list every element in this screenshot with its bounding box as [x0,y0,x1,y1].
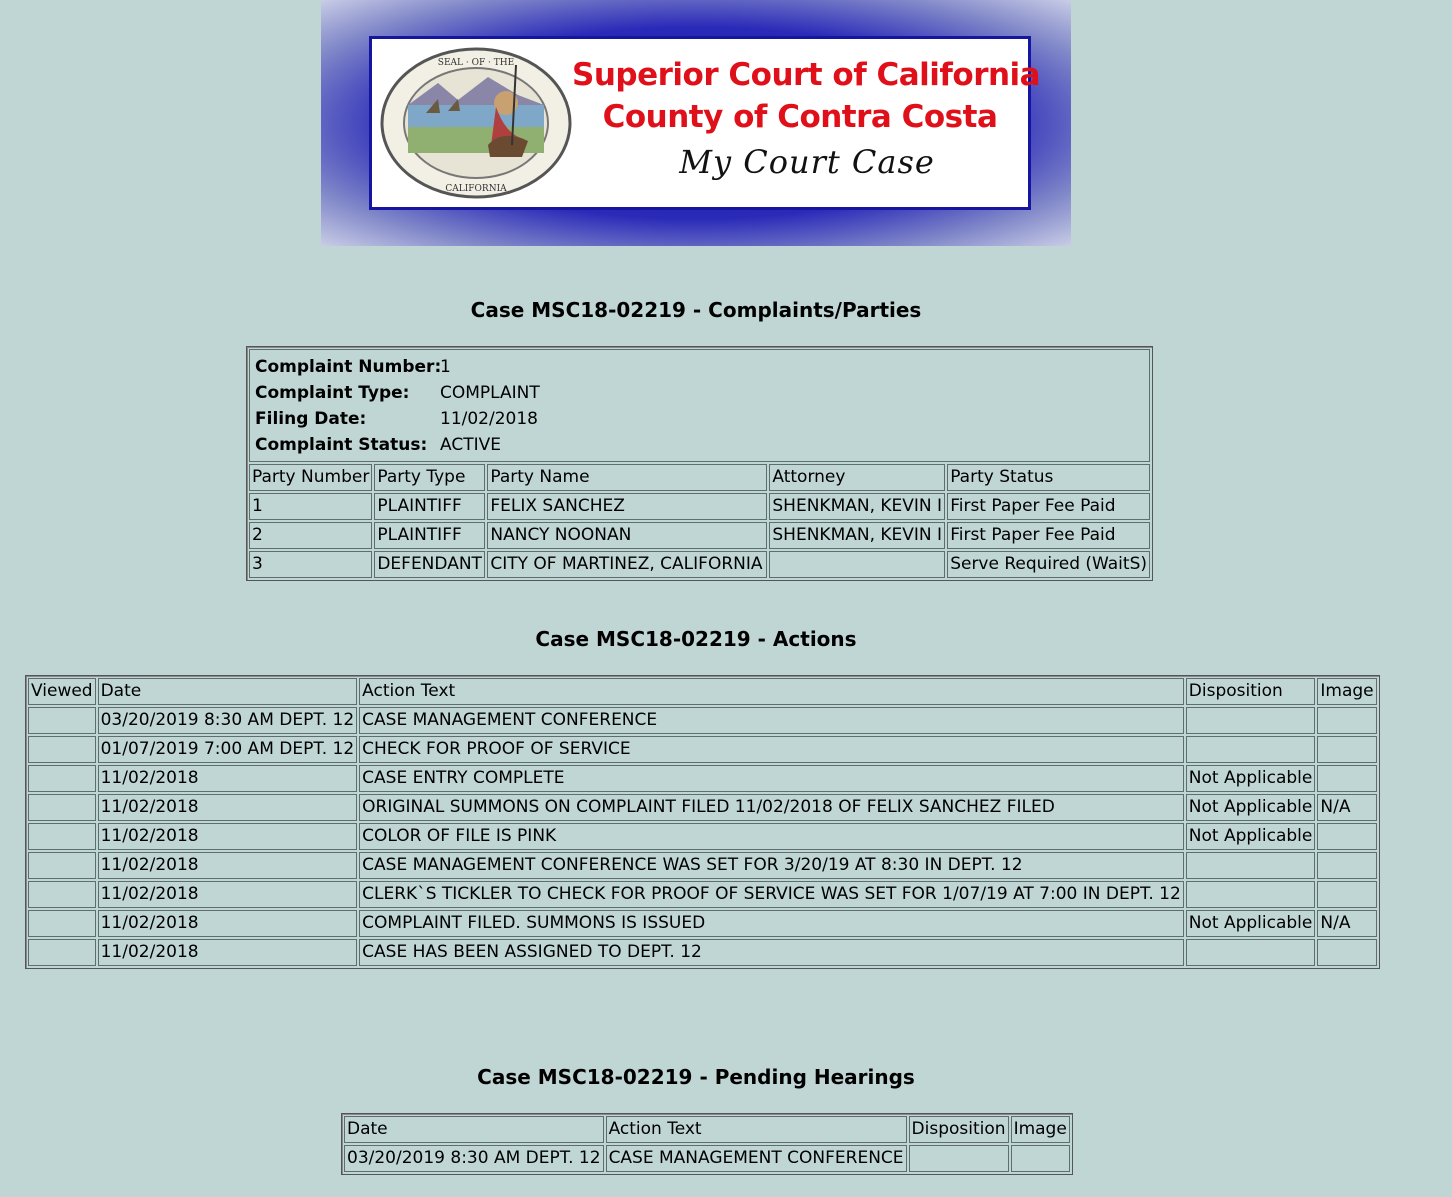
party-attorney: SHENKMAN, KEVIN I [769,493,945,520]
action-date: 01/07/2019 7:00 AM DEPT. 12 [98,736,358,763]
action-disposition [1186,852,1316,879]
banner-inner [369,36,1041,210]
hearings-heading: Case MSC18-02219 - Pending Hearings [477,1065,915,1089]
action-row [28,910,1377,937]
party-number: 2 [249,522,372,549]
complaint-number-label: Complaint Number: [255,357,442,377]
column-header: Image [1317,678,1376,705]
party-type: DEFENDANT [374,551,485,578]
action-disposition [1186,881,1316,908]
actions-header-row [28,678,1377,705]
action-viewed [28,852,96,879]
complaint-status-row [255,432,1144,458]
action-image [1317,939,1376,966]
action-image-link[interactable]: N/A [1317,910,1376,937]
party-number: 3 [249,551,372,578]
action-row [28,736,1377,763]
action-row [28,852,1377,879]
column-header: Party Number [249,464,372,491]
party-status: Serve Required (WaitS) [947,551,1150,578]
svg-text:CALIFORNIA: CALIFORNIA [445,184,507,194]
action-image [1317,852,1376,879]
action-text: CASE MANAGEMENT CONFERENCE [359,707,1184,734]
action-image-link[interactable]: N/A [1317,794,1376,821]
banner-title-line2: County of Contra Costa [602,99,998,135]
svg-text:SEAL · OF · THE: SEAL · OF · THE [437,58,515,68]
action-disposition: Not Applicable [1186,823,1316,850]
action-viewed [28,736,96,763]
complaint-info [249,349,1150,462]
action-viewed [28,765,96,792]
column-header: Party Type [374,464,485,491]
california-seal-icon [378,45,574,201]
action-image [1317,881,1376,908]
action-disposition [1186,939,1316,966]
action-image [1317,765,1376,792]
actions-heading: Case MSC18-02219 - Actions [535,627,857,651]
complaint-status-label: Complaint Status: [255,435,428,455]
complaint-number-row [255,354,1144,380]
action-disposition [1186,707,1316,734]
hearing-image [1011,1145,1070,1172]
column-header: Attorney [769,464,945,491]
column-header: Date [344,1116,604,1143]
hearings-table [341,1113,1073,1175]
action-image [1317,823,1376,850]
column-header: Action Text [359,678,1184,705]
action-text: CASE ENTRY COMPLETE [359,765,1184,792]
party-number: 1 [249,493,372,520]
action-row [28,881,1377,908]
complaint-type-label: Complaint Type: [255,383,410,403]
hearing-row [344,1145,1070,1172]
hearing-date: 03/20/2019 8:30 AM DEPT. 12 [344,1145,604,1172]
action-date: 11/02/2018 [98,881,358,908]
column-header: Image [1011,1116,1070,1143]
party-name: FELIX SANCHEZ [487,493,767,520]
filing-date-row [255,406,1144,432]
complaint-info-row [249,349,1150,462]
party-status: First Paper Fee Paid [947,522,1150,549]
action-disposition: Not Applicable [1186,910,1316,937]
party-row [249,522,1150,549]
party-row [249,551,1150,578]
action-text: CASE MANAGEMENT CONFERENCE WAS SET FOR 3/20/19 AT 8:30 IN DEPT. 12 [359,852,1184,879]
party-status: First Paper Fee Paid [947,493,1150,520]
action-viewed [28,707,96,734]
action-date: 11/02/2018 [98,765,358,792]
action-date: 11/02/2018 [98,939,358,966]
action-image [1317,707,1376,734]
column-header: Disposition [1186,678,1316,705]
action-disposition: Not Applicable [1186,765,1316,792]
actions-table [25,675,1380,969]
action-date: 11/02/2018 [98,794,358,821]
action-image [1317,736,1376,763]
filing-date-value: 11/02/2018 [440,409,538,429]
action-viewed [28,823,96,850]
action-viewed [28,881,96,908]
action-viewed [28,794,96,821]
action-disposition [1186,736,1316,763]
complaint-status-value: ACTIVE [440,435,501,455]
column-header: Date [98,678,358,705]
party-name: NANCY NOONAN [487,522,767,549]
party-row [249,493,1150,520]
action-row [28,823,1377,850]
complaint-number-value: 1 [440,357,451,377]
column-header: Party Name [487,464,767,491]
action-text: COLOR OF FILE IS PINK [359,823,1184,850]
party-type: PLAINTIFF [374,493,485,520]
party-name: CITY OF MARTINEZ, CALIFORNIA [487,551,767,578]
party-attorney: SHENKMAN, KEVIN I [769,522,945,549]
hearing-action-text: CASE MANAGEMENT CONFERENCE [606,1145,907,1172]
complaint-type-value: COMPLAINT [440,383,540,403]
banner-title-line3: My Court Case [679,143,935,181]
complaint-type-row [255,380,1144,406]
hearing-disposition [909,1145,1009,1172]
action-text: ORIGINAL SUMMONS ON COMPLAINT FILED 11/02/2018 OF FELIX SANCHEZ FILED [359,794,1184,821]
action-row [28,707,1377,734]
action-text: CLERK`S TICKLER TO CHECK FOR PROOF OF SERVICE WAS SET FOR 1/07/19 AT 7:00 IN DEPT. 12 [359,881,1184,908]
column-header: Viewed [28,678,96,705]
hearings-header-row [344,1116,1070,1143]
action-date: 03/20/2019 8:30 AM DEPT. 12 [98,707,358,734]
complaints-heading: Case MSC18-02219 - Complaints/Parties [470,298,922,322]
complaints-table [246,346,1153,581]
action-row [28,794,1377,821]
action-text: COMPLAINT FILED. SUMMONS IS ISSUED [359,910,1184,937]
party-type: PLAINTIFF [374,522,485,549]
column-header: Action Text [606,1116,907,1143]
action-text: CASE HAS BEEN ASSIGNED TO DEPT. 12 [359,939,1184,966]
party-attorney [769,551,945,578]
court-banner [321,0,1071,246]
action-date: 11/02/2018 [98,823,358,850]
action-row [28,765,1377,792]
action-date: 11/02/2018 [98,852,358,879]
filing-date-label: Filing Date: [255,409,367,429]
action-date: 11/02/2018 [98,910,358,937]
column-header: Party Status [947,464,1150,491]
action-viewed [28,939,96,966]
action-viewed [28,910,96,937]
action-row [28,939,1377,966]
column-header: Disposition [909,1116,1009,1143]
parties-header-row [249,464,1150,491]
banner-title-line1: Superior Court of California [572,57,1041,93]
action-disposition: Not Applicable [1186,794,1316,821]
action-text: CHECK FOR PROOF OF SERVICE [359,736,1184,763]
